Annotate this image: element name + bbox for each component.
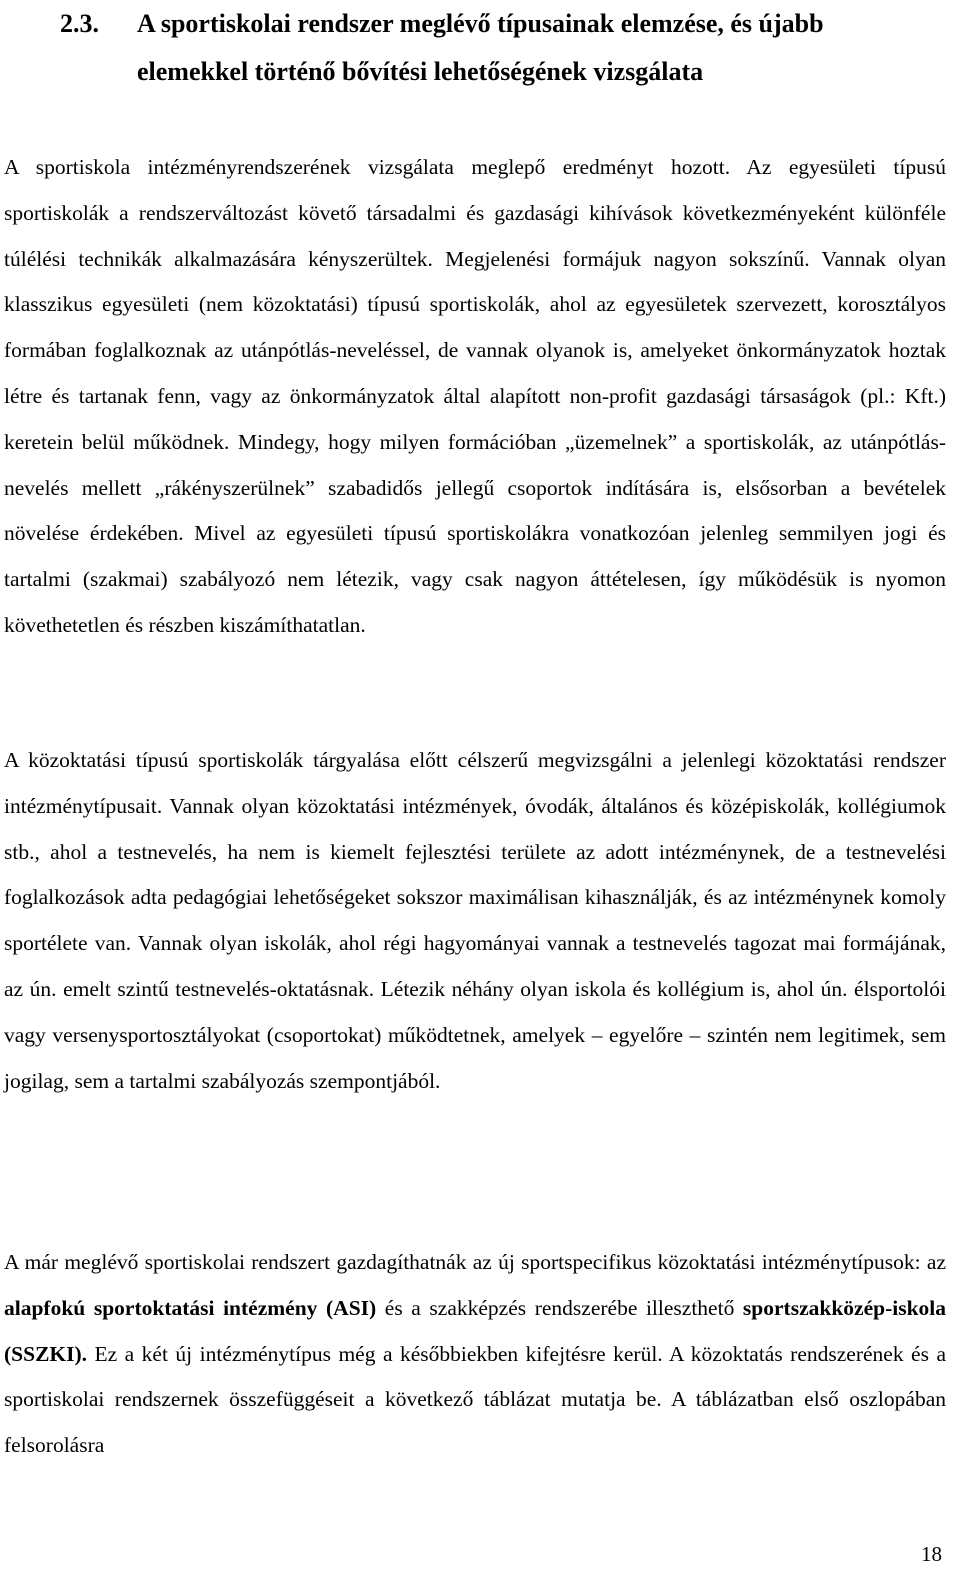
paragraph-1: A sportiskola intézményrendszerének vizsgálata meglepő eredményt hozott. Az egyesületi típusú sportiskolák a rendszerváltozást követő társadalmi és gazdasági kihívások következményeként különféle túlélési technikák alkalmazására kényszerültek. Megjelenési formájuk nagyon sokszínű. Vannak olyan klasszikus egyesületi (nem közoktatási) típusú sportiskolák, ahol az egyesületek szervezett, korosztályos formában foglalkoznak az utánpótlás-neveléssel, de vannak olyanok is, amelyeket önkormányzatok hoztak létre és tartanak fenn, vagy az önkormányzatok által alapított non-profit gazdasági társaságok (pl.: Kft.) keretein belül működnek. Mindegy, hogy milyen formációban „üzemelnek” a sportiskolák, az utánpótlás-nevelés mellett „rákényszerülnek” szabadidős jellegű csoportok indítására is, elsősorban a bevételek növelése érdekében. Mivel az egyesületi típusú sportiskolákra vonatkozóan jelenleg semmilyen jogi és tartalmi (szakmai) szabályozó nem létezik, vagy csak nagyon áttételesen, így működésük is nyomon követhetetlen és részben kiszámíthatatlan. <box>4 155 946 637</box>
term-sszki: sportszakközép-iskola (SSZKI). <box>4 1295 946 1366</box>
paragraph-3-text-2: és a szakképzés rendszerébe illeszthető <box>376 1295 743 1320</box>
term-asi: alapfokú sportoktatási intézmény (ASI) <box>4 1295 377 1320</box>
paragraph-3 <box>4 1240 946 1469</box>
section-title: A sportiskolai rendszer meglévő típusainak elemzése, és újabb elemekkel történő bővítési lehetőségének vizsgálata <box>137 9 824 86</box>
page-number: 18 <box>921 1542 942 1566</box>
paragraph-3-text-3: Ez a két új intézménytípus még a későbbiekben kifejtésre kerül. A közoktatás rendszerének és a sportiskolai rendszernek összefüggéseit a következő táblázat mutatja be. A táblázatban első oszlopában felsorolásra <box>4 1341 946 1458</box>
section-number: 2.3. <box>60 9 99 38</box>
paragraph-2: A közoktatási típusú sportiskolák tárgyalása előtt célszerű megvizsgálni a jelenlegi közoktatási rendszer intézménytípusait. Vannak olyan közoktatási intézmények, óvodák, általános és középiskolák, kollégiumok stb., ahol a testnevelés, ha nem is kiemelt fejlesztési területe az adott intézménynek, de a testnevelési foglalkozások adta pedagógiai lehetőségeket sokszor maximálisan kihasználják, és az intézménynek komoly sportélete van. Vannak olyan iskolák, ahol régi hagyományai vannak a testnevelés tagozat mai formájának, az ún. emelt szintű testnevelés-oktatásnak. Létezik néhány olyan iskola és kollégium is, ahol ún. élsportolói vagy versenysportosztályokat (csoportokat) működtetnek, amelyek – egyelőre – szintén nem legitimek, sem jogilag, sem a tartalmi szabályozás szempontjából. <box>4 748 946 1093</box>
section-heading <box>60 0 940 96</box>
paragraph-3-text-1: A már meglévő sportiskolai rendszert gazdagíthatnák az új sportspecifikus közoktatási intézménytípusok: az <box>4 1250 946 1274</box>
